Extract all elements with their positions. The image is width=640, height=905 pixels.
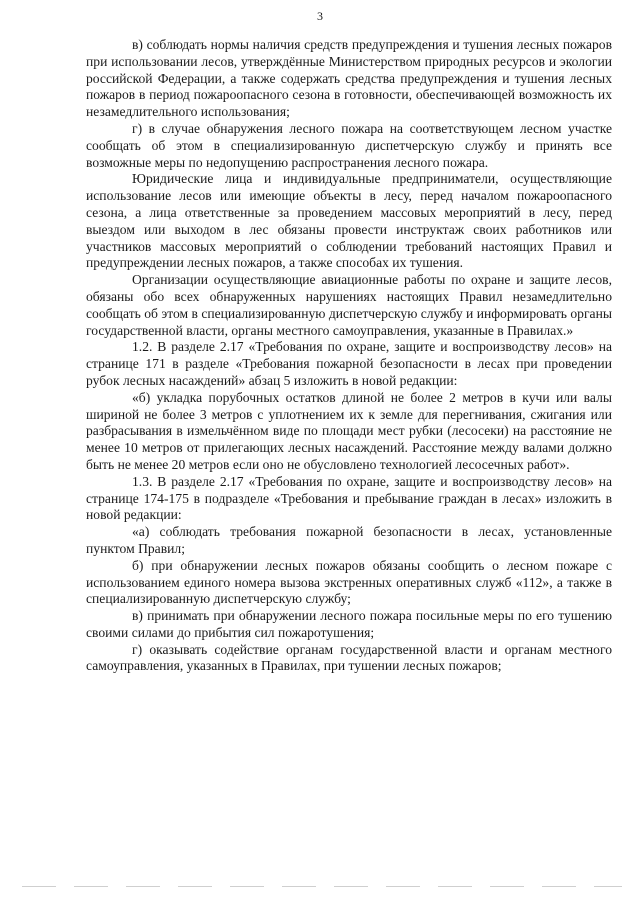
paragraph-legal-entities: Юридические лица и индивидуальные предприниматели, осуществляющие использование лесов или имеющие объекты в лесу, перед началом пожароопасного сезона, а лица ответственные за проведением массовых мероприятий в лесу, перед выездом или выходом в лес обязаны провести инструктаж своих работников или участников массовых мероприятий о соблюдении требований настоящих Правил и предупреждении лесных пожаров, а также способах их тушения.: [86, 171, 612, 271]
paragraph-clause-1-2: 1.2. В разделе 2.17 «Требования по охране, защите и воспроизводству лесов» на странице 171 в разделе «Требования пожарной безопасности в лесах при проведении рубок лесных насаждений» абзац 5 изложить в новой редакции:: [86, 339, 612, 388]
paragraph-citizens-v: в) принимать при обнаружении лесного пожара посильные меры по его тушению своими силами до прибытия сил пожаротушения;: [86, 608, 612, 640]
paragraph-clause-1-2-text: «б) укладка порубочных остатков длиной не более 2 метров в кучи или валы шириной не более 3 метров с уплотнением их к земле для перегнивания, сжигания или разбрасывания в измельчённом виде по площади мест рубки (лесосеки) на расстояние не менее 10 метров от прилегающих лесных насаждений. Расстояние между валами должно быть не менее 20 метров если оно не обусловлено технологией лесосечных работ».: [86, 389, 612, 472]
page-number: 3: [317, 9, 323, 23]
paragraph-citizens-g: г) оказывать содействие органам государственной власти и органам местного самоуправления, указанных в Правилах, при тушении лесных пожаров;: [86, 641, 612, 674]
paragraph-citizens-a: «а) соблюдать требования пожарной безопасности в лесах, установленные пунктом Правил;: [86, 524, 612, 556]
paragraph-aviation-organizations: Организации осуществляющие авиационные работы по охране и защите лесов, обязаны обо всех обнаруженных нарушениях настоящих Правил незамедлительно сообщать об этом в специализированную диспетчерскую службу и информировать органы государственной власти, органы местного самоуправления, указанные в Правилах.»: [86, 272, 612, 338]
paragraph-item-g: г) в случае обнаружения лесного пожара на соответствующем лесном участке сообщать об этом в специализированную диспетчерскую службу и принять все возможные меры по недопущению распространения лесного пожара.: [86, 120, 612, 170]
paragraph-item-v: в) соблюдать нормы наличия средств предупреждения и тушения лесных пожаров при использовании лесов, утверждённые Министерством природных ресурсов и экологии российской Федерации, а также содержать средства предупреждения и тушения лесных пожаров в период пожароопасного сезона в готовности, обеспечивающей возможность их незамедлительного использования;: [86, 37, 612, 120]
paragraph-clause-1-3: 1.3. В разделе 2.17 «Требования по охране, защите и воспроизводству лесов» на странице 174-175 в подразделе «Требования и пребывание граждан в лесах» изложить в новой редакции:: [86, 473, 612, 523]
paragraph-citizens-b: б) при обнаружении лесных пожаров обязаны сообщить о лесном пожаре с использованием единого номера вызова экстренных оперативных служб «112», а также в специализированную диспетчерскую службу;: [86, 557, 612, 607]
document-body: [86, 37, 612, 675]
scan-footer-strip: [22, 886, 622, 887]
